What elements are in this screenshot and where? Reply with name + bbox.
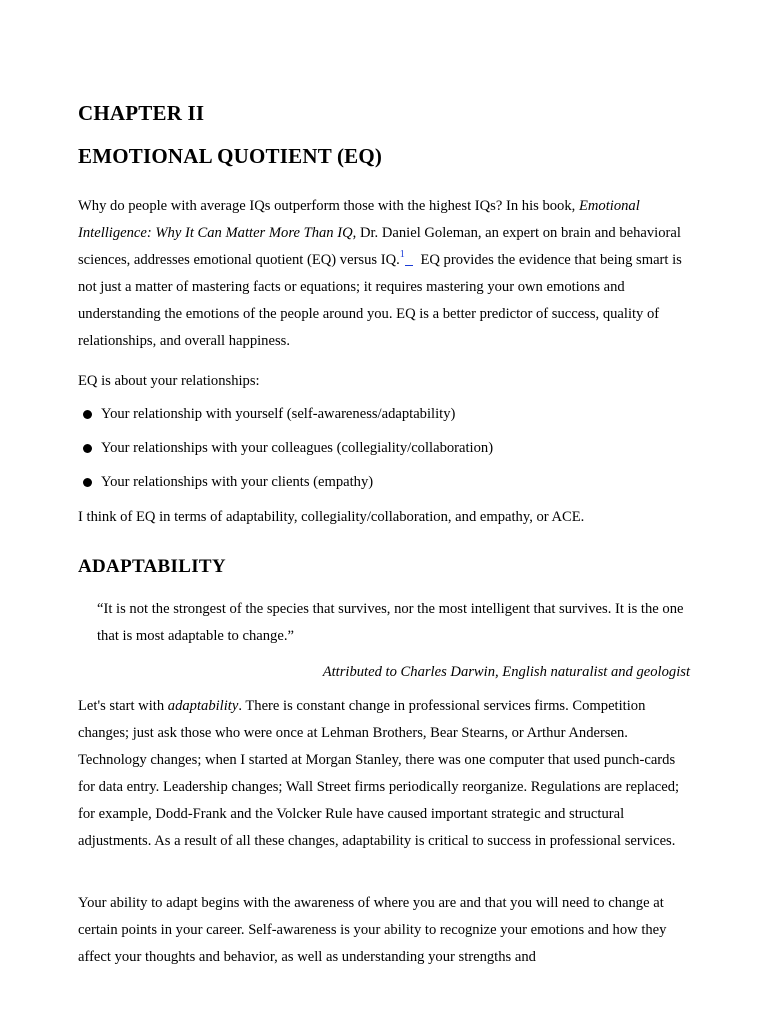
- relationships-list: [78, 401, 690, 503]
- adapt-emphasis: adaptability: [167, 698, 239, 714]
- quote-attribution: Attributed to Charles Darwin, English naturalist and geologist: [322, 664, 690, 680]
- adapt-text-1: Let's start with: [78, 698, 168, 714]
- bullet-icon: [83, 410, 92, 419]
- bullet-icon: [83, 444, 92, 453]
- ace-text: I think of EQ in terms of adaptability, collegiality/collaboration, and empathy, or ACE.: [78, 509, 585, 525]
- chapter-label: CHAPTER II: [78, 101, 205, 125]
- list-item: [78, 469, 690, 503]
- list-item-text: Your relationships with your colleagues (collegiality/collaboration): [101, 440, 494, 456]
- intro-text-3: EQ provides the evidence that being smart is not just a matter of mastering facts or equations; it requires mastering your own emotions and understanding the emotions of the people around you. EQ is a better predictor of success, quality of relationships, and overall happiness.: [78, 252, 682, 349]
- self-awareness-paragraph: [78, 890, 690, 971]
- footnote-link[interactable]: 1: [399, 249, 405, 260]
- intro-text-1: Why do people with average IQs outperform those with the highest IQs? In his book,: [78, 198, 579, 214]
- bullet-icon: [83, 478, 92, 487]
- relationships-lead-text: EQ is about your relationships:: [78, 373, 260, 389]
- list-item-text: Your relationship with yourself (self-awareness/adaptability): [101, 406, 456, 422]
- darwin-quote: “It is not the strongest of the species that survives, nor the most intelligent that survives. It is the one that is most adaptable to change.”: [97, 601, 684, 644]
- list-item-text: Your relationships with your clients (empathy): [101, 474, 374, 490]
- section-heading: ADAPTABILITY: [78, 556, 226, 577]
- relationships-lead: [78, 368, 690, 395]
- self-awareness-text: Your ability to adapt begins with the awareness of where you are and that you will need to change at certain points in your career. Self-awareness is your ability to recognize your emotions and how they affect your thoughts and behavior, as well as understanding your strengths and: [78, 895, 667, 965]
- adapt-text-2: . There is constant change in professional services firms. Competition changes; just ask those who were once at Lehman Brothers, Bear Stearns, or Arthur Andersen. Technology changes; when I started at Morgan Stanley, there was one computer that used punch-cards for data entry. Leadership changes; Wall Street firms periodically reorganize. Regulations are replaced; for example, Dodd-Frank and the Volcker Rule have caused important strategic and structural adjustments. As a result of all these changes, adaptability is critical to success in professional services.: [78, 698, 680, 849]
- list-item: [78, 401, 690, 435]
- footnote-underline: [405, 253, 413, 266]
- intro-paragraph: [78, 193, 690, 355]
- adaptability-paragraph: [78, 693, 690, 855]
- intro-text-2: , Dr. Daniel Goleman, an expert on brain and behavioral sciences, addresses emotional quotient (EQ) versus IQ.: [78, 225, 681, 268]
- chapter-title: EMOTIONAL QUOTIENT (EQ): [78, 144, 383, 168]
- list-item: [78, 435, 690, 469]
- ace-paragraph: [78, 504, 690, 531]
- book-title: Emotional Intelligence: Why It Can Matter More Than IQ: [78, 198, 640, 241]
